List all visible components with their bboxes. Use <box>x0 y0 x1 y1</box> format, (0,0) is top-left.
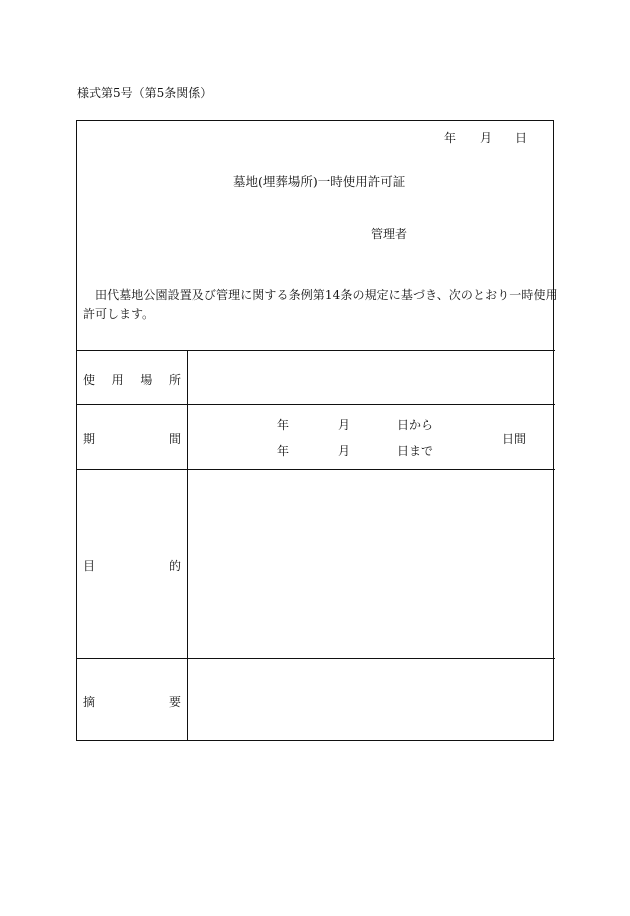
row-label-char: 期 <box>83 432 96 446</box>
row-label-char: 使 <box>83 373 96 387</box>
row-label-char: 摘 <box>83 695 96 709</box>
issuer-label: 管理者 <box>371 227 408 241</box>
row-label-period <box>83 430 181 447</box>
period-from-year: 年 <box>277 418 290 432</box>
remarks-value-cell[interactable] <box>188 659 554 741</box>
body-text-line1: 田代墓地公園設置及び管理に関する条例第14条の規定に基づき、次のとおり一時使用 <box>95 288 558 302</box>
place-value-cell[interactable] <box>188 351 554 404</box>
row-label-char: 用 <box>111 373 124 387</box>
row-label-purpose <box>83 557 181 574</box>
period-from-day: 日から <box>397 418 434 432</box>
row-label-char: 間 <box>168 432 181 446</box>
body-text-line2: 許可します。 <box>83 307 155 321</box>
purpose-value-cell[interactable] <box>188 470 554 658</box>
period-to-day: 日まで <box>397 444 434 458</box>
row-label-place <box>83 371 181 388</box>
row-label-char: 要 <box>168 695 181 709</box>
row-label-char: 目 <box>83 559 96 573</box>
date-month-label: 月 <box>480 131 493 145</box>
table-rule <box>76 404 555 405</box>
period-days-label: 日間 <box>502 432 527 446</box>
row-label-char: 場 <box>140 373 153 387</box>
period-to-month: 月 <box>338 444 351 458</box>
row-label-remarks <box>83 693 181 710</box>
row-label-char: 所 <box>168 373 181 387</box>
document-title: 墓地(埋葬場所)一時使用許可証 <box>233 174 406 189</box>
period-to-year: 年 <box>277 444 290 458</box>
row-label-char: 的 <box>168 559 181 573</box>
period-from-month: 月 <box>338 418 351 432</box>
date-day-label: 日 <box>515 131 528 145</box>
date-year-label: 年 <box>444 131 457 145</box>
form-number: 様式第5号（第5条関係） <box>77 86 213 100</box>
